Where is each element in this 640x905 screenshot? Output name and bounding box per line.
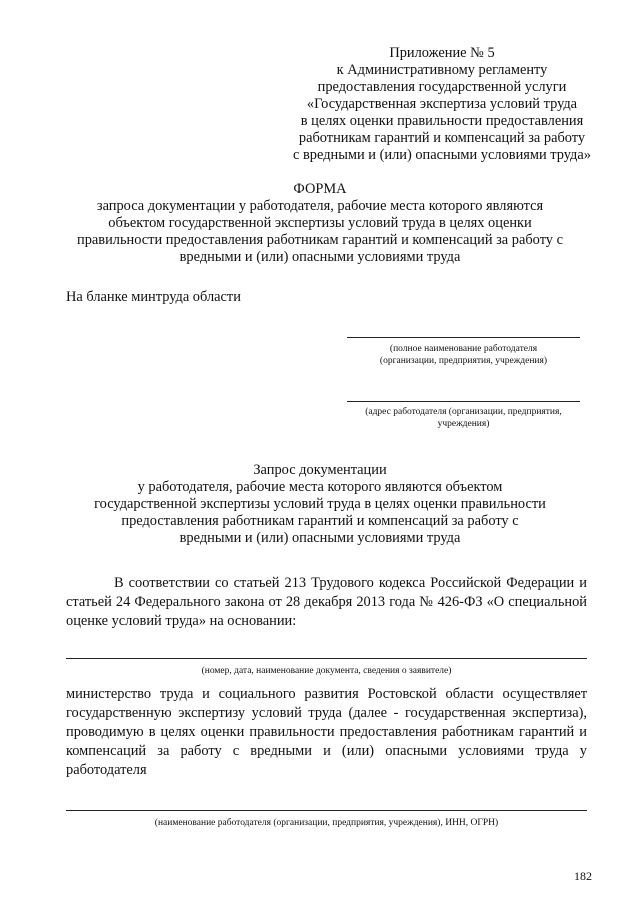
employer-details-hint: (наименование работодателя (организации, предприятия, учреждения), ИНН, ОГРН)	[154, 818, 499, 828]
employer-name-hint-1: (полное наименование работодателя	[389, 344, 538, 354]
form-subtitle-line-3: правильности предоставления работникам гарантий и компенсаций за работу с	[77, 232, 563, 248]
employer-address-hint-2: учреждения)	[437, 419, 490, 429]
appendix-line-4: «Государственная экспертиза условий труда	[306, 96, 578, 112]
page-number: 182	[574, 869, 592, 883]
request-subtitle-line-1: у работодателя, рабочие места которого являются объектом	[137, 479, 503, 495]
request-subtitle-line-3: предоставления работникам гарантий и компенсаций за работу с	[121, 513, 519, 529]
employer-address-hint-1: (адрес работодателя (организации, предприятия,	[365, 407, 562, 417]
form-title: ФОРМА	[293, 181, 347, 197]
form-subtitle-line-1: запроса документации у работодателя, рабочие места которого являются	[96, 198, 544, 214]
form-subtitle-line-2: объектом государственной экспертизы условий труда в целях оценки	[108, 215, 532, 231]
employer-name-line	[347, 337, 580, 338]
employer-details-line	[66, 810, 587, 811]
ministry-paragraph-text: министерство труда и социального развития Ростовской области осуществляет государственную экспертизу условий труда (далее - государственная экспертиза), проводимую в целях оценки правильности предоставления работникам гарантий и компенсаций за работу с вредными и (или) опасными условиями труда у работодателя	[66, 686, 587, 778]
request-subtitle-line-2: государственной экспертизы условий труда в целях оценки правильности	[94, 496, 546, 512]
employer-address-line	[347, 401, 580, 402]
basis-hint: (номер, дата, наименование документа, сведения о заявителе)	[201, 666, 452, 676]
letterhead-note: На бланке минтруда области	[66, 289, 241, 305]
appendix-line-3: предоставления государственной услуги	[317, 79, 567, 95]
basis-paragraph	[66, 574, 587, 631]
appendix-line-5: в целях оценки правильности предоставления	[300, 113, 584, 129]
basis-line	[66, 658, 587, 659]
appendix-line-6: работникам гарантий и компенсаций за работу	[298, 130, 586, 146]
appendix-line-2: к Административному регламенту	[336, 62, 548, 78]
appendix-line-1: Приложение № 5	[389, 45, 495, 61]
appendix-line-7: с вредными и (или) опасными условиями труда»	[293, 147, 591, 163]
request-title: Запрос документации	[253, 462, 387, 478]
form-subtitle-line-4: вредными и (или) опасными условиями труда	[179, 249, 461, 265]
basis-paragraph-text: В соответствии со статьей 213 Трудового кодекса Российской Федерации и статьей 24 Федерального закона от 28 декабря 2013 года № 426-ФЗ «О специальной оценке условий труда» на основании:	[66, 575, 587, 629]
employer-name-hint-2: (организации, предприятия, учреждения)	[379, 356, 548, 366]
request-subtitle-line-4: вредными и (или) опасными условиями труда	[179, 530, 461, 546]
ministry-paragraph	[66, 685, 587, 780]
